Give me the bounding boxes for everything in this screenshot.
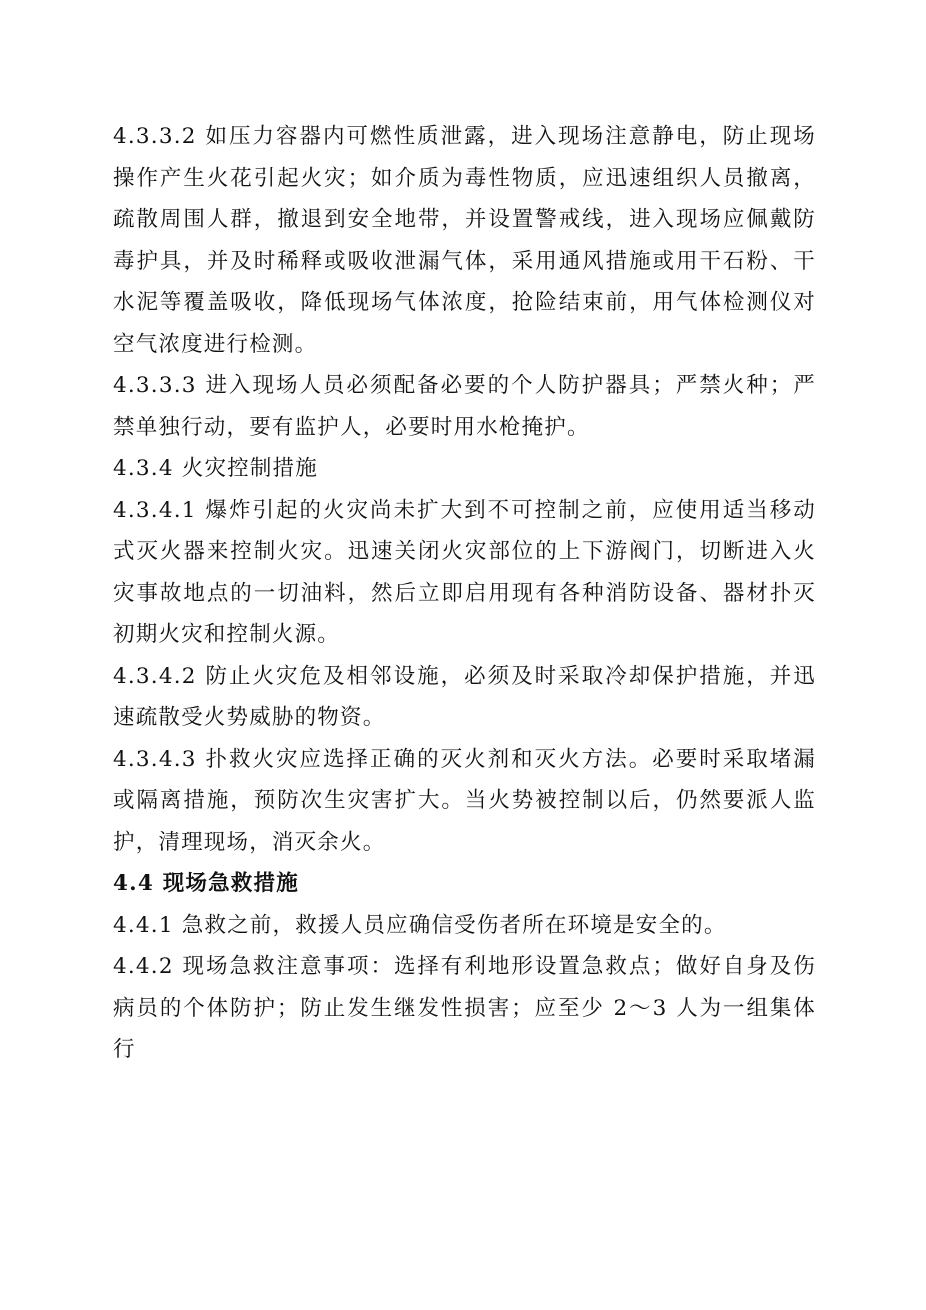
section-heading-4-4: 4.4 现场急救措施 bbox=[113, 871, 299, 896]
paragraph-4-4-1: 4.4.1 急救之前，救援人员应确信受伤者所在环境是安全的。 bbox=[113, 912, 727, 938]
document-body bbox=[113, 116, 816, 1071]
paragraph-4-3-3-2: 4.3.3.2 如压力容器内可燃性质泄露，进入现场注意静电，防止现场操作产生火花引起火灾；如介质为毒性物质，应迅速组织人员撤离，疏散周围人群，撤退到安全地带，并设置警戒线，进入现场应佩戴防毒护具，并及时稀释或吸收泄漏气体，采用通风措施或用干石粉、干水泥等覆盖吸收，降低现场气体浓度，抢险结束前，用气体检测仪对空气浓度进行检测。 bbox=[113, 124, 816, 357]
paragraph-4-3-4-3: 4.3.4.3 扑救火灾应选择正确的灭火剂和灭火方法。必要时采取堵漏或隔离措施，预防次生灾害扩大。当火势被控制以后，仍然要派人监护，清理现场，消灭余火。 bbox=[113, 746, 816, 855]
paragraph-4-3-4-1: 4.3.4.1 爆炸引起的火灾尚未扩大到不可控制之前，应使用适当移动式灭火器来控制火灾。迅速关闭火灾部位的上下游阀门，切断进入火灾事故地点的一切油料，然后立即启用现有各种消防设备、器材扑灭初期火灾和控制火源。 bbox=[113, 497, 816, 647]
subheading-4-3-4: 4.3.4 火灾控制措施 bbox=[113, 456, 318, 481]
paragraph-4-4-2: 4.4.2 现场急救注意事项：选择有利地形设置急救点；做好自身及伤病员的个体防护；防止发生继发性损害；应至少 2～3 人为一组集体行 bbox=[113, 954, 816, 1062]
paragraph-4-3-3-3: 4.3.3.3 进入现场人员必须配备必要的个人防护器具；严禁火种；严禁单独行动，要有监护人，必要时用水枪掩护。 bbox=[113, 373, 816, 440]
paragraph-4-3-4-2: 4.3.4.2 防止火灾危及相邻设施，必须及时采取冷却保护措施，并迅速疏散受火势威胁的物资。 bbox=[113, 663, 816, 730]
